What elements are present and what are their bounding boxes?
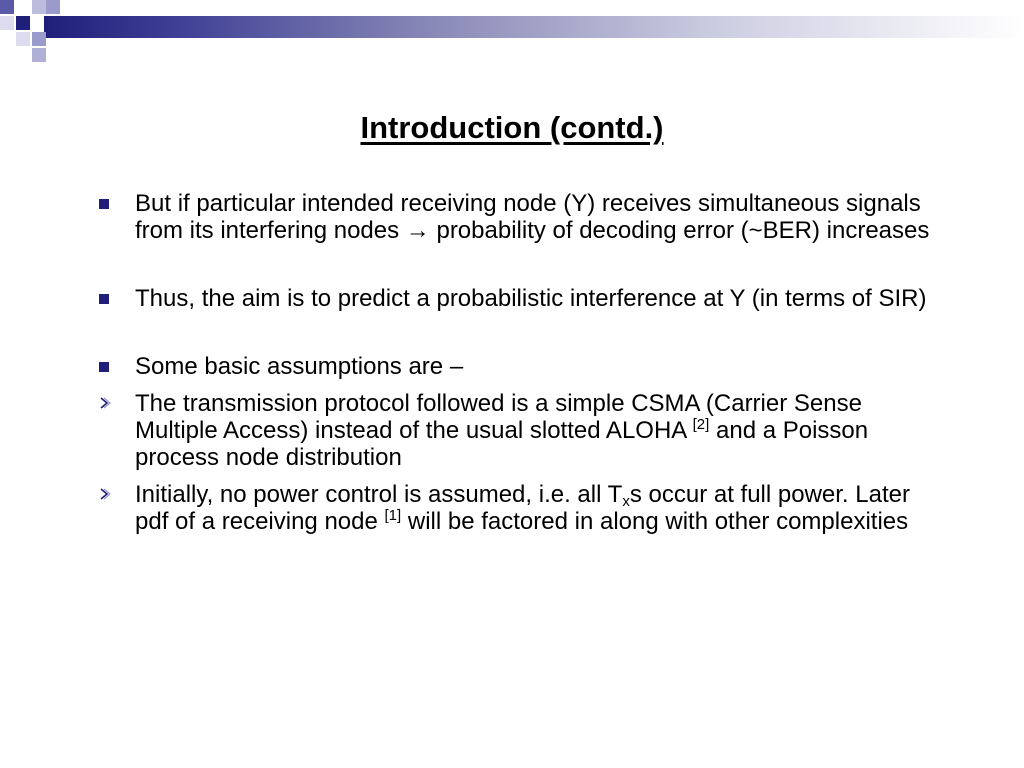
decor-square <box>46 0 60 14</box>
item-text: Thus, the aim is to predict a probabilistic interference at Y (in terms of SIR) <box>135 285 927 312</box>
citation-ref: [1] <box>384 507 402 524</box>
slide-title: Introduction (contd.) <box>360 110 664 145</box>
citation-ref: [2] <box>692 416 710 433</box>
right-arrow-icon: → <box>405 217 430 244</box>
subscript: x <box>622 493 630 510</box>
header-decoration <box>0 0 1024 64</box>
decor-square <box>0 0 14 14</box>
list-item <box>96 353 946 380</box>
item-text: probability of decoding error (~BER) increases <box>429 217 930 244</box>
chevron-right-icon <box>98 394 112 412</box>
item-text: and a Poisson process node distribution <box>135 417 869 471</box>
decor-square <box>16 16 30 30</box>
item-text: Initially, no power control is assumed, i.e. all T <box>135 481 623 508</box>
item-text: will be factored in along with other complexities <box>401 508 909 535</box>
decor-square <box>32 48 46 62</box>
decor-square <box>0 16 14 30</box>
bullet-list <box>96 190 946 535</box>
list-item <box>96 190 946 244</box>
item-text: s occur at full power. Later pdf of a receiving node <box>135 481 910 535</box>
item-text: Some basic assumptions are – <box>135 353 464 380</box>
square-bullet-icon <box>99 362 109 372</box>
list-item <box>96 390 946 471</box>
list-item <box>96 481 946 535</box>
decor-square <box>32 32 46 46</box>
list-item <box>96 285 946 312</box>
item-text: The transmission protocol followed is a simple CSMA (Carrier Sense Multiple Access) instead of the usual slotted ALOHA <box>135 390 862 444</box>
chevron-right-icon <box>98 485 112 503</box>
item-text: But if particular intended receiving node (Y) receives simultaneous signals from its interfering nodes <box>135 190 921 244</box>
header-gradient-bar <box>44 16 1024 38</box>
square-bullet-icon <box>99 294 109 304</box>
decor-square <box>32 0 46 14</box>
square-bullet-icon <box>99 199 109 209</box>
decor-square <box>16 32 30 46</box>
